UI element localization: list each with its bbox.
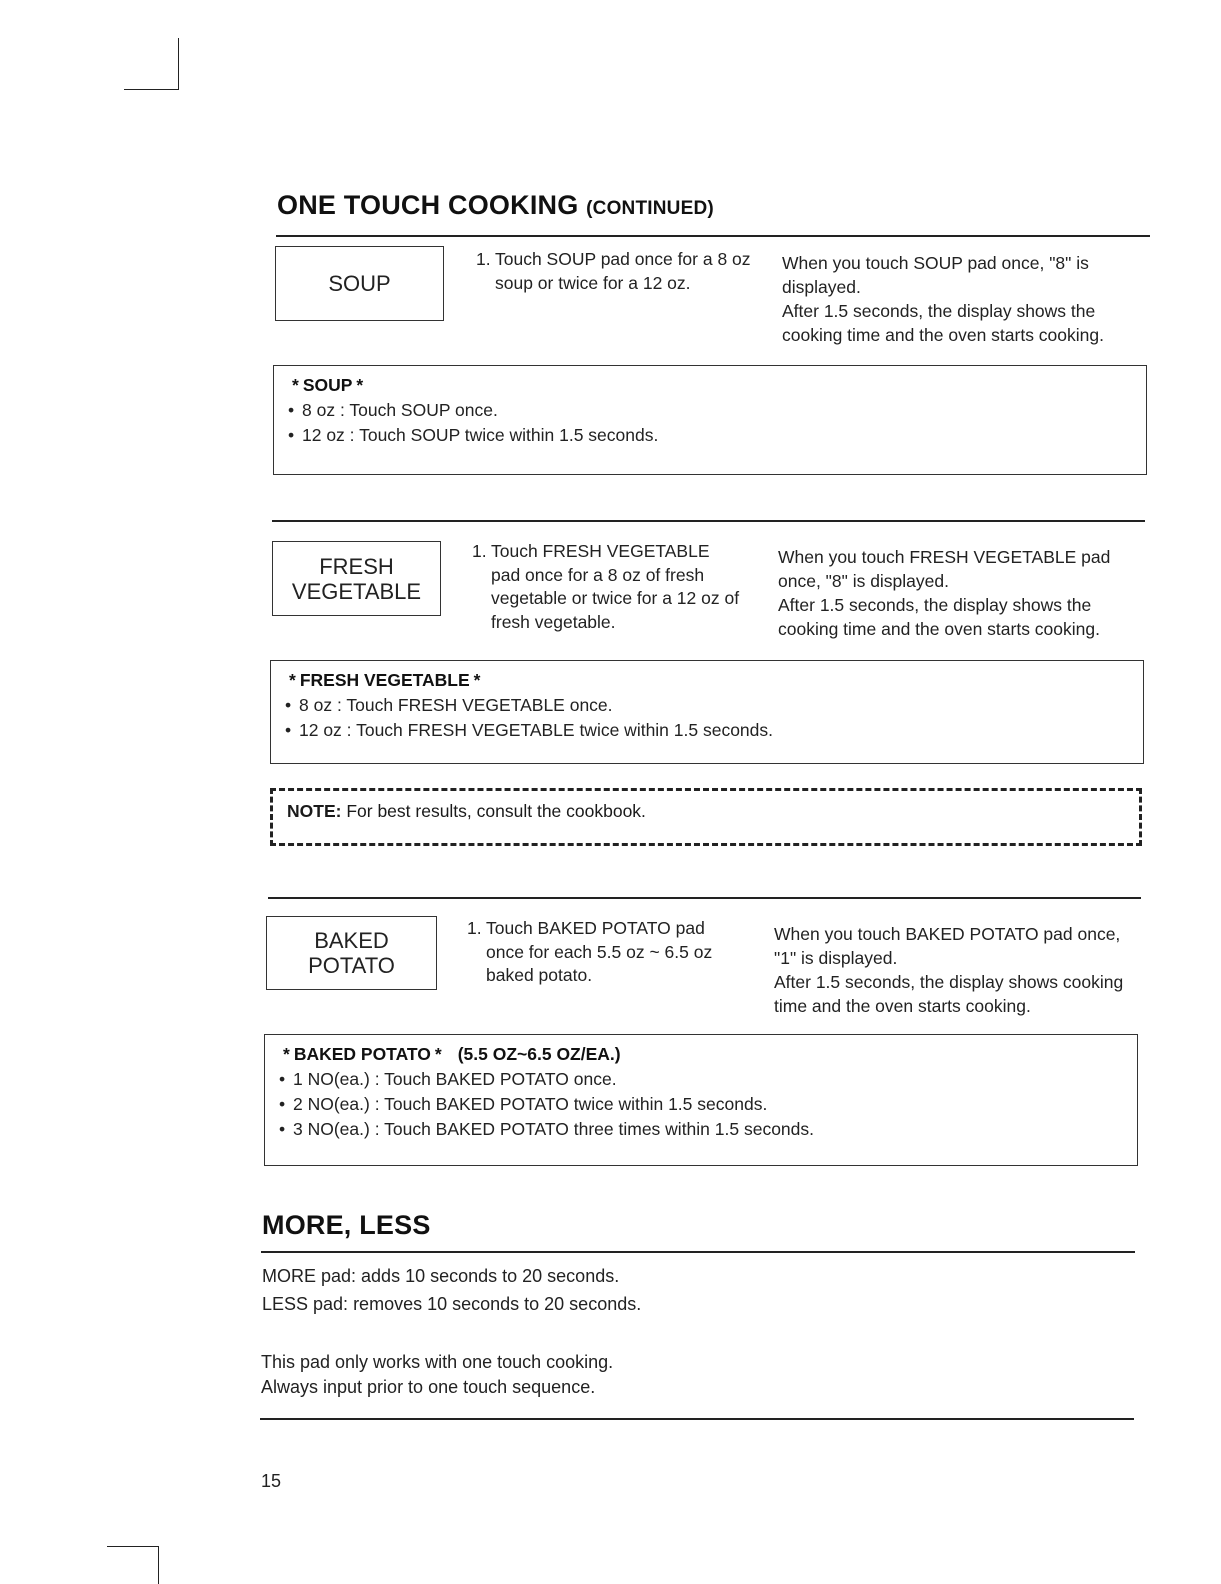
soup-pad xyxy=(275,246,444,321)
bullet-icon: • xyxy=(288,425,295,445)
bottom-rule xyxy=(260,1418,1134,1420)
fresh-vegetable-box-line-2 xyxy=(285,718,1129,743)
baked-potato-description xyxy=(774,922,1124,1018)
bullet-icon: • xyxy=(279,1069,286,1089)
soup-box-line-1-text: 8 oz : Touch SOUP once. xyxy=(302,400,498,420)
star-icon: * xyxy=(356,375,364,395)
baked-potato-box-line-1 xyxy=(279,1067,1123,1092)
baked-potato-box-line-2-text: 2 NO(ea.) : Touch BAKED POTATO twice within 1.5 seconds. xyxy=(293,1094,768,1114)
more-less-info-line-1: This pad only works with one touch cooking. xyxy=(261,1352,614,1372)
soup-box-line-1 xyxy=(288,398,1132,423)
soup-step-text: Touch SOUP pad once for a 8 oz soup or twice for a 12 oz. xyxy=(495,249,751,293)
baked-potato-step-number: 1. xyxy=(467,918,482,938)
baked-potato-box-spec: (5.5 OZ~6.5 OZ/EA.) xyxy=(457,1044,621,1064)
star-icon: * xyxy=(283,1044,290,1064)
section-rule-vegetable xyxy=(272,520,1145,522)
baked-potato-pad xyxy=(266,916,437,990)
baked-potato-desc-line-1: When you touch BAKED POTATO pad once, "1" is displayed. xyxy=(774,924,1121,968)
page-title xyxy=(277,190,714,221)
more-pad-line: MORE pad: adds 10 seconds to 20 seconds. xyxy=(262,1266,620,1286)
page-number: 15 xyxy=(261,1471,282,1491)
star-icon: * xyxy=(434,1044,442,1064)
star-icon: * xyxy=(289,670,296,690)
soup-box-line-2 xyxy=(288,423,1132,448)
soup-description xyxy=(782,251,1137,347)
fresh-vegetable-box-line-2-text: 12 oz : Touch FRESH VEGETABLE twice within 1.5 seconds. xyxy=(299,720,774,740)
soup-box-title xyxy=(288,373,1132,398)
fresh-vegetable-desc-line-1: When you touch FRESH VEGETABLE pad once, "8" is displayed. xyxy=(778,547,1111,591)
soup-desc-line-1: When you touch SOUP pad once, "8" is displayed. xyxy=(782,253,1089,297)
bullet-icon: • xyxy=(279,1119,286,1139)
soup-box-title-text: SOUP xyxy=(302,375,353,395)
title-rule xyxy=(276,235,1150,237)
star-icon: * xyxy=(473,670,481,690)
bullet-icon: • xyxy=(285,720,292,740)
section-rule-potato xyxy=(268,897,1141,899)
bullet-icon: • xyxy=(285,695,292,715)
bullet-icon: • xyxy=(279,1094,286,1114)
soup-box-line-2-text: 12 oz : Touch SOUP twice within 1.5 seconds. xyxy=(302,425,659,445)
note-label: NOTE: xyxy=(287,801,342,821)
fresh-vegetable-desc-line-2: After 1.5 seconds, the display shows the cooking time and the oven starts cooking. xyxy=(778,595,1100,639)
baked-potato-desc-line-2: After 1.5 seconds, the display shows cooking time and the oven starts cooking. xyxy=(774,972,1124,1016)
crop-mark-top-vertical xyxy=(178,38,179,90)
more-less-rule xyxy=(261,1251,1135,1253)
more-less-description xyxy=(262,1262,641,1318)
baked-potato-box-title-text: BAKED POTATO xyxy=(293,1044,431,1064)
more-less-title: MORE, LESS xyxy=(262,1210,431,1240)
fresh-vegetable-pad-line-2: VEGETABLE xyxy=(291,578,422,604)
fresh-vegetable-step-number: 1. xyxy=(472,541,487,561)
crop-mark-top-horizontal xyxy=(124,89,179,90)
soup-step xyxy=(476,248,756,295)
more-less-info-line-2: Always input prior to one touch sequence. xyxy=(261,1377,596,1397)
baked-potato-box-line-2 xyxy=(279,1092,1123,1117)
baked-potato-box-title xyxy=(279,1042,1123,1067)
baked-potato-box-line-3-text: 3 NO(ea.) : Touch BAKED POTATO three times within 1.5 seconds. xyxy=(293,1119,815,1139)
baked-potato-box-line-1-text: 1 NO(ea.) : Touch BAKED POTATO once. xyxy=(293,1069,617,1089)
fresh-vegetable-box-line-1-text: 8 oz : Touch FRESH VEGETABLE once. xyxy=(299,695,613,715)
bullet-icon: • xyxy=(288,400,295,420)
soup-desc-line-2: After 1.5 seconds, the display shows the cooking time and the oven starts cooking. xyxy=(782,301,1104,345)
fresh-vegetable-pad-line-1: FRESH xyxy=(319,553,394,579)
page-title-main: ONE TOUCH COOKING xyxy=(277,190,579,220)
baked-potato-info-box xyxy=(264,1034,1138,1166)
page-title-suffix: (CONTINUED) xyxy=(586,198,714,219)
fresh-vegetable-info-box xyxy=(270,660,1144,764)
crop-mark-bottom-horizontal xyxy=(107,1546,159,1547)
baked-potato-pad-label xyxy=(308,928,395,978)
fresh-vegetable-step-text: Touch FRESH VEGETABLE pad once for a 8 oz of fresh vegetable or twice for a 12 oz of fresh vegetable. xyxy=(491,541,740,632)
fresh-vegetable-step xyxy=(472,540,742,634)
fresh-vegetable-description xyxy=(778,545,1143,641)
note-text: For best results, consult the cookbook. xyxy=(346,801,646,821)
fresh-vegetable-pad-label xyxy=(292,554,421,604)
crop-mark-bottom-vertical xyxy=(158,1546,159,1584)
baked-potato-step-text: Touch BAKED POTATO pad once for each 5.5 oz ~ 6.5 oz baked potato. xyxy=(486,918,713,985)
baked-potato-step xyxy=(467,917,742,988)
fresh-vegetable-box-title-text: FRESH VEGETABLE xyxy=(299,670,470,690)
soup-pad-label: SOUP xyxy=(328,271,391,296)
soup-step-number: 1. xyxy=(476,249,491,269)
fresh-vegetable-box-title xyxy=(285,668,1129,693)
fresh-vegetable-pad xyxy=(272,541,441,616)
note-box xyxy=(270,788,1142,846)
baked-potato-box-line-3 xyxy=(279,1117,1123,1142)
star-icon: * xyxy=(292,375,299,395)
fresh-vegetable-box-line-1 xyxy=(285,693,1129,718)
more-less-info xyxy=(261,1350,613,1400)
baked-potato-pad-line-2: POTATO xyxy=(308,953,395,978)
baked-potato-pad-line-1: BAKED xyxy=(314,928,389,953)
less-pad-line: LESS pad: removes 10 seconds to 20 seconds. xyxy=(262,1294,642,1314)
soup-info-box xyxy=(273,365,1147,475)
